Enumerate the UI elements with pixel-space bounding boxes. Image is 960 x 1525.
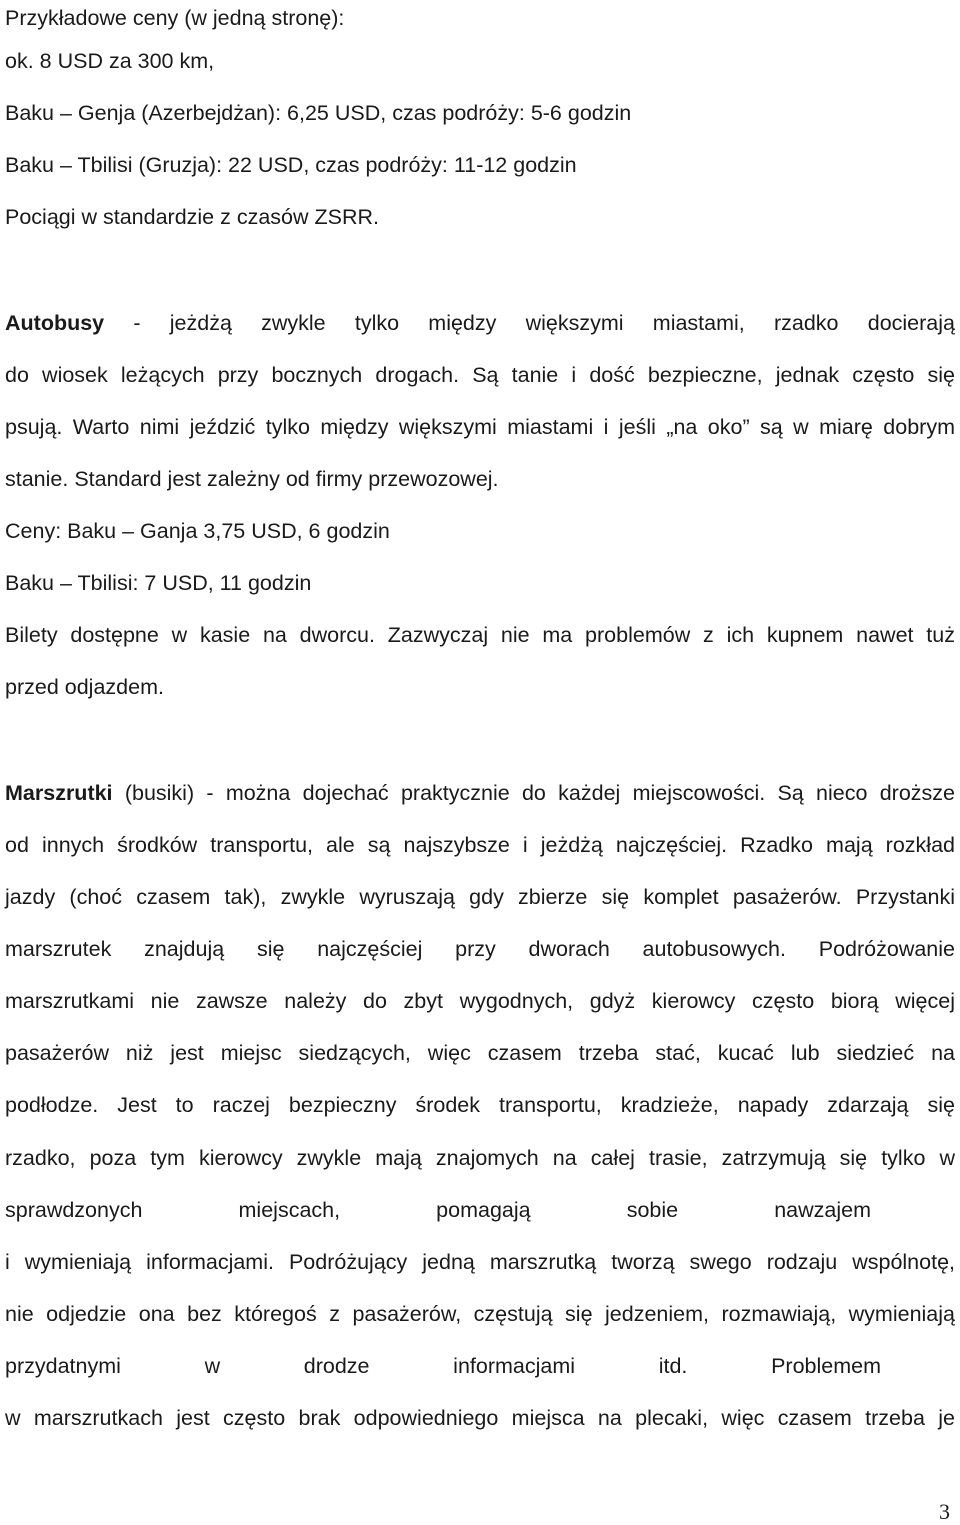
marshrutki-term: Marszrutki (5, 781, 113, 805)
buses-line-2: do wiosek leżących przy bocznych drogach. Są tanie i dość bezpieczne, jednak często się (5, 363, 955, 387)
marshrutki-line-1-text: (busiki) - można dojechać praktycznie do każdej miejscowości. Są nieco droższe (112, 781, 955, 805)
buses-line-3: psują. Warto nimi jeździć tylko między większymi miastami i jeśli „na oko” są w miarę dobrym (5, 415, 955, 439)
marshrutki-line-10: i wymieniają informacjami. Podróżujący jedną marszrutką tworzą swego rodzaju wspólnotę, (5, 1250, 955, 1274)
marshrutki-line-13: w marszrutkach jest często brak odpowiedniego miejsca na plecaki, więc czasem trzeba je (5, 1406, 955, 1430)
price-line-baku-genja: Baku – Genja (Azerbejdżan): 6,25 USD, czas podróży: 5-6 godzin (5, 101, 632, 125)
marshrutki-line-3: jazdy (choć czasem tak), zwykle wyruszają gdy zbierze się komplet pasażerów. Przystanki (5, 885, 955, 909)
marshrutki-line-2: od innych środków transportu, ale są najszybsze i jeżdżą najczęściej. Rzadko mają rozkład (5, 833, 955, 857)
buses-line-departure: przed odjazdem. (5, 675, 164, 699)
trains-note: Pociągi w standardzie z czasów ZSRR. (5, 205, 380, 229)
marshrutki-line-5: marszrutkami nie zawsze należy do zbyt wygodnych, gdyż kierowcy często biorą więcej (5, 989, 955, 1013)
marshrutki-line-11: nie odjedzie ona bez któregoś z pasażerów, częstują się jedzeniem, rozmawiają, wymieniają (5, 1302, 955, 1326)
buses-line-4: stanie. Standard jest zależny od firmy przewozowej. (5, 467, 499, 491)
marshrutki-line-8: rzadko, poza tym kierowcy zwykle mają znajomych na całej trasie, zatrzymują się tylko w (5, 1146, 955, 1170)
marshrutki-line-6: pasażerów niż jest miejsc siedzących, więc czasem trzeba stać, kucać lub siedzieć na (5, 1041, 955, 1065)
buses-term: Autobusy (5, 311, 105, 335)
marshrutki-line-1 (5, 780, 955, 806)
buses-line-tickets: Bilety dostępne w kasie na dworcu. Zazwyczaj nie ma problemów z ich kupnem nawet tuż (5, 623, 955, 647)
marshrutki-line-9: sprawdzonych miejscach, pomagają sobie nawzajem (5, 1198, 871, 1222)
marshrutki-line-7: podłodze. Jest to raczej bezpieczny środek transportu, kradzieże, napady zdarzają się (5, 1093, 955, 1117)
buses-line-1 (5, 310, 955, 336)
buses-line-1-text: - jeżdżą zwykle tylko między większymi miastami, rzadko docierają (104, 311, 955, 335)
prices-heading: Przykładowe ceny (w jedną stronę): (5, 6, 345, 30)
page-number: 3 (939, 1499, 950, 1524)
buses-prices-tbilisi: Baku – Tbilisi: 7 USD, 11 godzin (5, 571, 312, 595)
price-line-generic: ok. 8 USD za 300 km, (5, 49, 215, 73)
buses-prices-ganja: Ceny: Baku – Ganja 3,75 USD, 6 godzin (5, 519, 390, 543)
price-line-baku-tbilisi: Baku – Tbilisi (Gruzja): 22 USD, czas podróży: 11-12 godzin (5, 153, 577, 177)
marshrutki-line-4: marszrutek znajdują się najczęściej przy dworach autobusowych. Podróżowanie (5, 937, 955, 961)
marshrutki-line-12: przydatnymi w drodze informacjami itd. Problemem (5, 1354, 881, 1378)
